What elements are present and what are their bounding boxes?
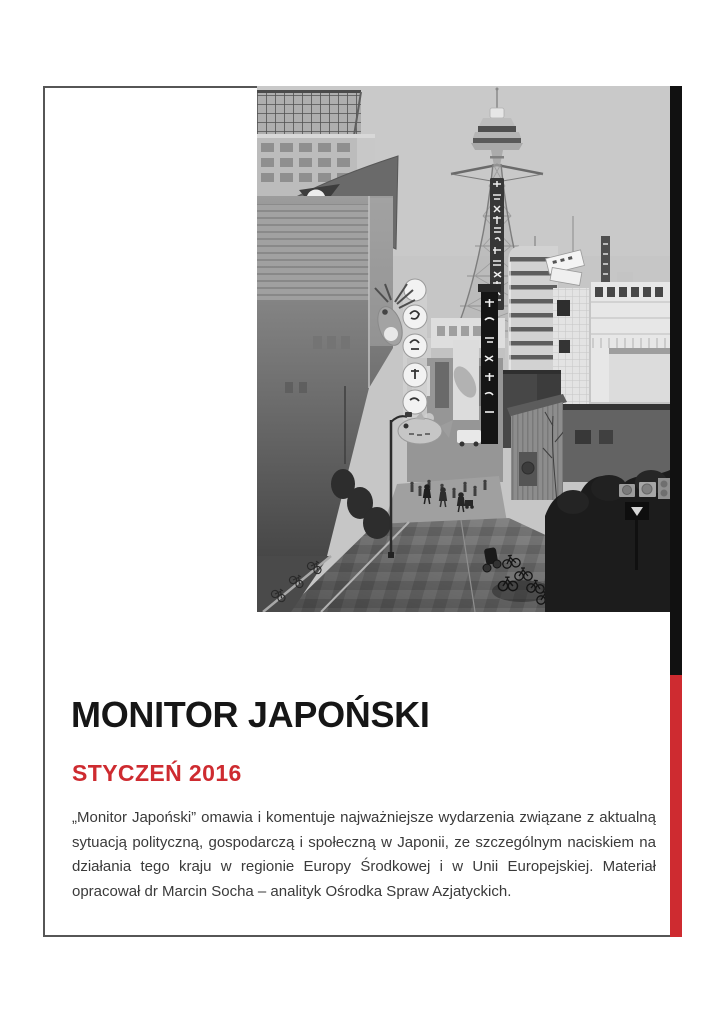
kushikatsu-sign <box>478 284 501 444</box>
intro-paragraph: „Monitor Japoński” omawia i komentuje najważniejsze wydarzenia związane z aktualną sytuacją polityczną, gospodarczą i społeczną w Japonii, ze szczególnym naciskiem na działania tego kraju w regionie Europy Środkowej i w Unii Europejskiej. Materiał opracował dr Marcin Socha – analityk Ośrodka Spraw Azjatyckich. <box>72 809 656 900</box>
accent-bar-red <box>670 675 682 937</box>
page-title: MONITOR JAPOŃSKI <box>71 694 430 735</box>
accent-bar <box>670 86 682 937</box>
cover-photo <box>257 86 670 612</box>
accent-bar-black <box>670 86 682 675</box>
issue-date: STYCZEŃ 2016 <box>72 760 242 786</box>
shed <box>507 394 567 504</box>
